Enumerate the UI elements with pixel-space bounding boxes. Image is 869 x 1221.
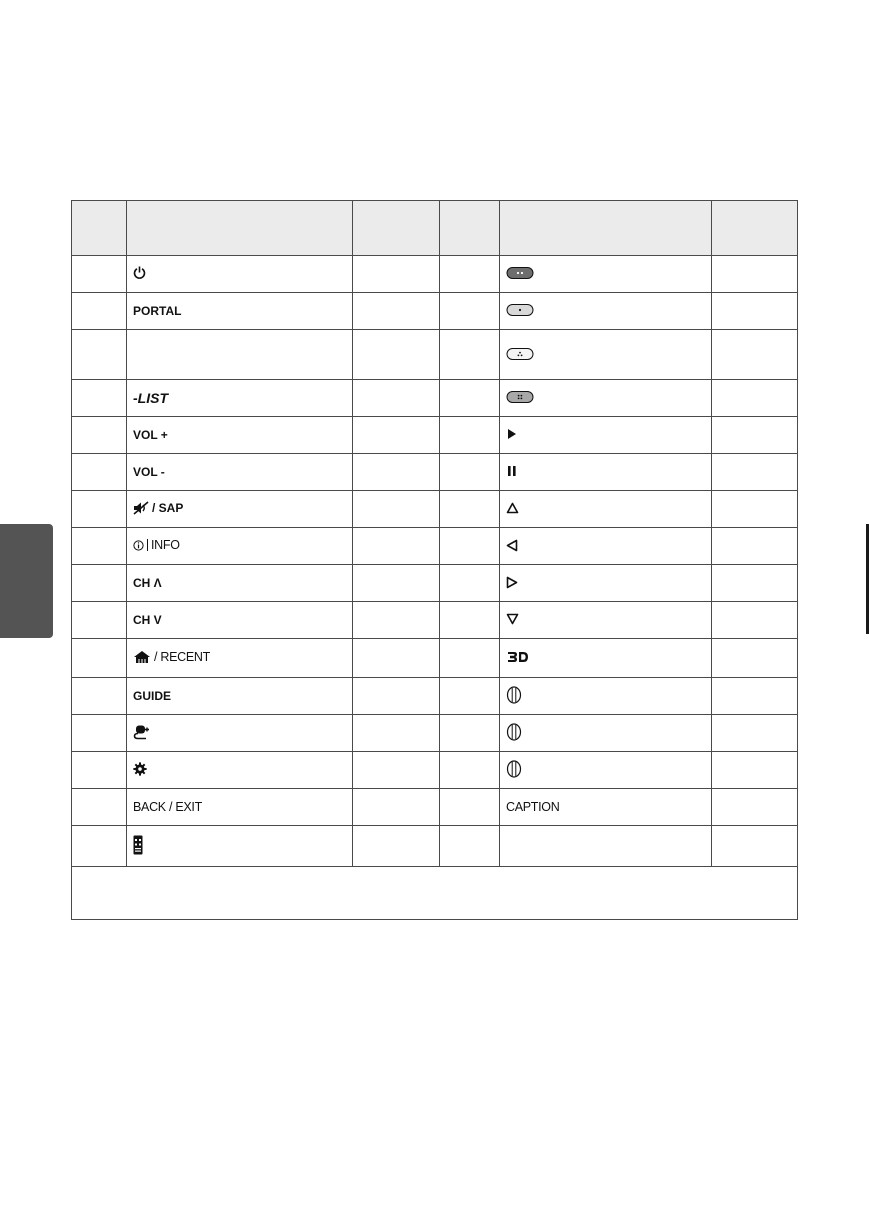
guide-key-label: GUIDE [133, 689, 172, 703]
yellow-color-button-icon [506, 347, 534, 361]
back-exit-key-label: BACK / EXIT [133, 799, 202, 814]
table-row [72, 678, 798, 715]
table-row [72, 752, 798, 789]
table-row [72, 256, 798, 293]
right-arrow-icon [506, 576, 518, 589]
header-cell-key-right [500, 201, 712, 256]
table-row [72, 528, 798, 565]
table-row [72, 565, 798, 602]
power-icon [133, 266, 146, 280]
header-cell-no-right [440, 201, 500, 256]
table-row [72, 491, 798, 528]
info-icon [133, 540, 144, 551]
info-key-label: INFO [151, 538, 180, 553]
mute-icon [133, 501, 149, 515]
header-cell-no-left [72, 201, 127, 256]
table-row [72, 789, 798, 826]
sap-key-label: / SAP [152, 501, 184, 515]
table-row [72, 417, 798, 454]
wheel-icon [506, 723, 522, 741]
table-row [72, 330, 798, 380]
recent-key-label: / RECENT [154, 649, 210, 664]
green-color-button-icon [506, 303, 534, 317]
table-footnote-cell [72, 867, 798, 920]
header-cell-key-left [127, 201, 353, 256]
channel-down-key-label: CH V [133, 613, 162, 627]
info-divider [147, 539, 148, 551]
blue-color-button-icon [506, 390, 534, 404]
table-row [72, 826, 798, 867]
caption-key-label: CAPTION [506, 799, 560, 814]
side-section-tab [0, 524, 53, 638]
header-cell-code-right [712, 201, 798, 256]
volume-down-key-label: VOL - [133, 465, 165, 479]
up-arrow-icon [506, 502, 519, 514]
left-arrow-icon [506, 539, 518, 552]
table-row [72, 602, 798, 639]
volume-up-key-label: VOL + [133, 428, 168, 442]
play-icon [506, 428, 518, 440]
header-cell-code-left [353, 201, 440, 256]
channel-up-key-label: CH Λ [133, 576, 162, 590]
pause-icon [506, 465, 518, 477]
gear-icon [133, 762, 147, 776]
table-row [72, 293, 798, 330]
3d-icon [506, 650, 532, 664]
home-icon [133, 650, 151, 664]
table-row [72, 454, 798, 491]
table-row [72, 715, 798, 752]
remote-key-table [71, 200, 798, 920]
table-row [72, 639, 798, 678]
wheel-icon [506, 760, 522, 778]
portal-key-label: PORTAL [133, 304, 182, 318]
table-footer-row [72, 867, 798, 920]
power-key [133, 266, 146, 280]
remote-menu-icon [133, 835, 143, 855]
list-key-label: -LIST [133, 390, 168, 406]
input-icon [133, 724, 151, 740]
table-header-row [72, 201, 798, 256]
red-color-button-icon [506, 266, 534, 280]
wheel-icon [506, 686, 522, 704]
table-row [72, 380, 798, 417]
down-arrow-icon [506, 613, 519, 625]
